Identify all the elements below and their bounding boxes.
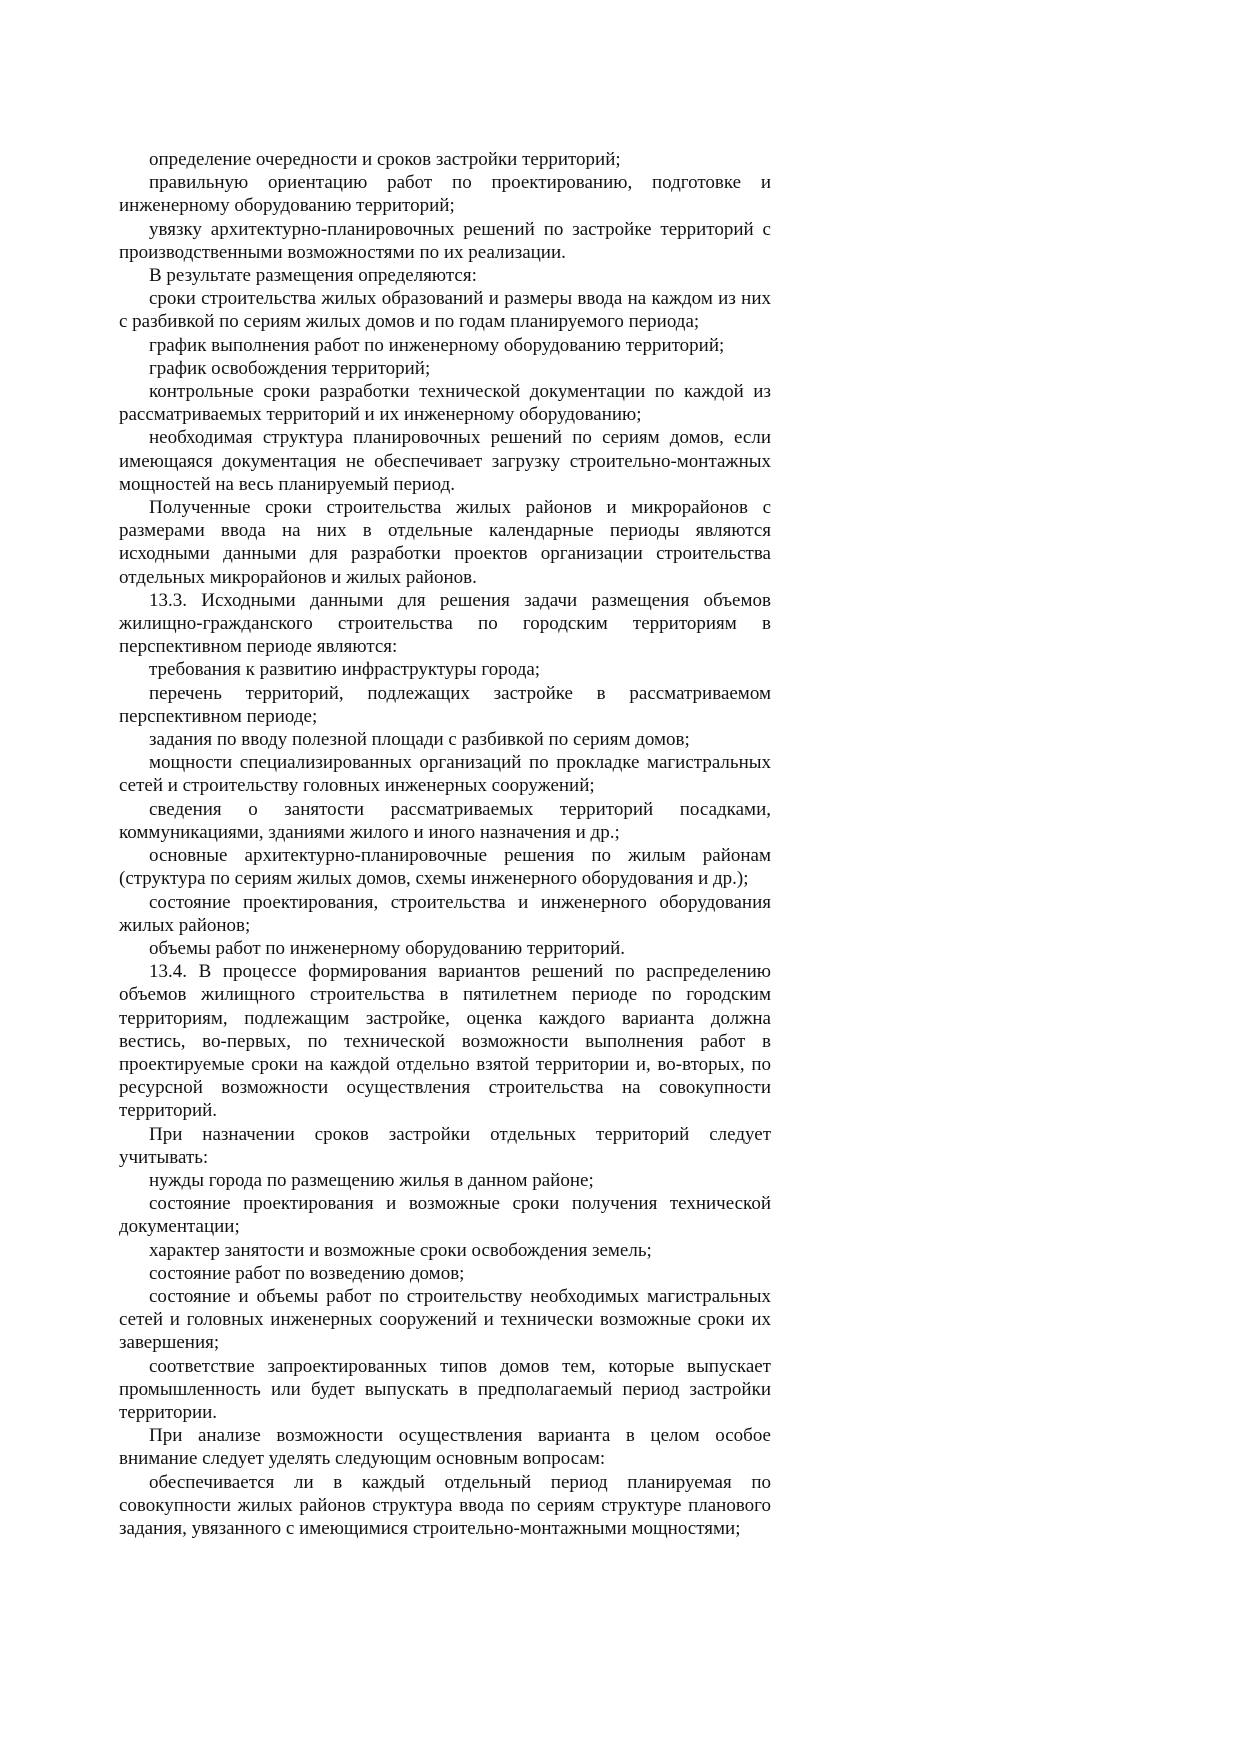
paragraph: задания по вводу полезной площади с разбивкой по сериям домов;	[149, 729, 690, 751]
document-page	[119, 148, 771, 1540]
paragraph: обеспечивается ли в каждый отдельный период планируемая по совокупности жилых районов структура ввода по сериям структуре планового задания, увязанного с имеющимися строительно-монтажными мощностями;	[119, 1471, 771, 1539]
paragraph: требования к развитию инфраструктуры города;	[149, 659, 541, 681]
paragraph: состояние проектирования, строительства и инженерного оборудования жилых районов;	[119, 891, 771, 936]
paragraph: состояние проектирования и возможные сроки получения технической документации;	[119, 1193, 771, 1238]
paragraph: правильную ориентацию работ по проектированию, подготовке и инженерному оборудованию территорий;	[119, 172, 771, 217]
paragraph: характер занятости и возможные сроки освобождения земель;	[149, 1239, 652, 1261]
paragraph: контрольные сроки разработки технической документации по каждой из рассматриваемых территорий и их инженерному оборудованию;	[119, 381, 771, 426]
paragraph: перечень территорий, подлежащих застройке в рассматриваемом перспективном периоде;	[119, 682, 771, 727]
paragraph: увязку архитектурно-планировочных решений по застройке территорий с производственными возможностями по их реализации.	[119, 218, 771, 263]
paragraph: основные архитектурно-планировочные решения по жилым районам (структура по сериям жилых домов, схемы инженерного оборудования и др.);	[119, 845, 771, 890]
paragraph: соответствие запроектированных типов домов тем, которые выпускает промышленность или будет выпускать в предполагаемый период застройки территории.	[119, 1355, 771, 1423]
paragraph: сведения о занятости рассматриваемых территорий посадками, коммуникациями, зданиями жилого и иного назначения и др.;	[119, 798, 771, 843]
paragraph: необходимая структура планировочных решений по сериям домов, если имеющаяся документация не обеспечивает загрузку строительно-монтажных мощностей на весь планируемый период.	[119, 427, 771, 495]
paragraph: объемы работ по инженерному оборудованию территорий.	[149, 937, 626, 959]
paragraph: определение очередности и сроков застройки территорий;	[149, 149, 621, 170]
paragraph: график выполнения работ по инженерному оборудованию территорий;	[149, 334, 725, 356]
paragraph: 13.3. Исходными данными для решения задачи размещения объемов жилищно-гражданского строительства по городским территориям в перспективном периоде являются:	[119, 589, 771, 658]
paragraph: 13.4. В процессе формирования вариантов решений по распределению объемов жилищного строительства в пятилетнем периоде по городским территориям, подлежащим застройке, оценка каждого варианта должна вестись, во-первых, по технической возможности выполнения работ в проектируемые сроки на каждой отдельно взятой территории и, во-вторых, по ресурсной возможности осуществления строительства на совокупности территорий.	[119, 961, 771, 1122]
paragraph: При анализе возможности осуществления варианта в целом особое внимание следует уделять следующим основным вопросам:	[119, 1425, 771, 1470]
paragraph: сроки строительства жилых образований и размеры ввода на каждом из них с разбивкой по сериям жилых домов и по годам планируемого периода;	[119, 288, 771, 333]
paragraph: состояние и объемы работ по строительству необходимых магистральных сетей и головных инженерных сооружений и технически возможные сроки их завершения;	[119, 1285, 771, 1354]
paragraph: мощности специализированных организаций по прокладке магистральных сетей и строительству головных инженерных сооружений;	[119, 752, 771, 797]
paragraph: состояние работ по возведению домов;	[149, 1262, 465, 1284]
paragraph: В результате размещения определяются:	[149, 265, 477, 287]
paragraph: При назначении сроков застройки отдельных территорий следует учитывать:	[119, 1123, 771, 1168]
paragraph: Полученные сроки строительства жилых районов и микрорайонов с размерами ввода на них в отдельные календарные периоды являются исходными данными для разработки проектов организации строительства отдельных микрорайонов и жилых районов.	[119, 497, 771, 588]
paragraph: график освобождения территорий;	[149, 357, 431, 379]
paragraph: нужды города по размещению жилья в данном районе;	[149, 1169, 594, 1191]
